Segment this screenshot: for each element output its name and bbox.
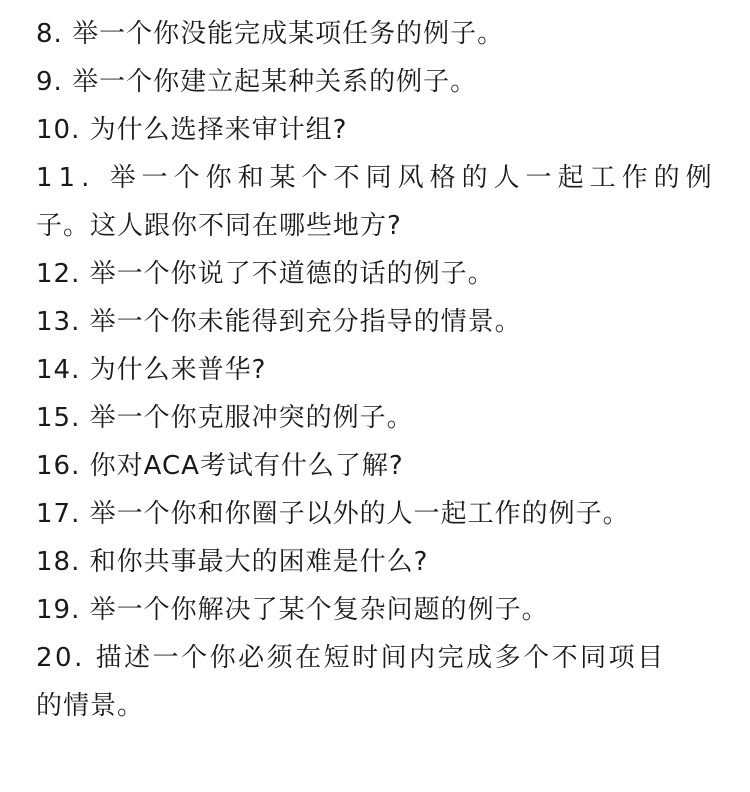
question-17: 17. 举一个你和你圈子以外的人一起工作的例子。 xyxy=(36,499,630,529)
question-11-line-1: 11. 举一个你和某个不同风格的人一起工作的例 xyxy=(36,163,718,193)
question-list xyxy=(36,10,726,730)
question-15: 15. 举一个你克服冲突的例子。 xyxy=(36,403,414,433)
question-8: 8. 举一个你没能完成某项任务的例子。 xyxy=(36,19,505,49)
question-16: 16. 你对ACA考试有什么了解? xyxy=(36,451,404,481)
question-19: 19. 举一个你解决了某个复杂问题的例子。 xyxy=(36,595,549,625)
question-18: 18. 和你共事最大的困难是什么? xyxy=(36,547,429,577)
question-12: 12. 举一个你说了不道德的话的例子。 xyxy=(36,259,495,289)
question-20-line-1: 20. 描述一个你必须在短时间内完成多个不同项目 xyxy=(36,643,666,673)
question-13: 13. 举一个你未能得到充分指导的情景。 xyxy=(36,307,522,337)
question-20-line-2: 的情景。 xyxy=(36,691,145,721)
question-9: 9. 举一个你建立起某种关系的例子。 xyxy=(36,67,478,97)
question-10: 10. 为什么选择来审计组? xyxy=(36,115,348,145)
question-14: 14. 为什么来普华? xyxy=(36,355,267,385)
question-11-line-2: 子。这人跟你不同在哪些地方? xyxy=(36,211,402,241)
